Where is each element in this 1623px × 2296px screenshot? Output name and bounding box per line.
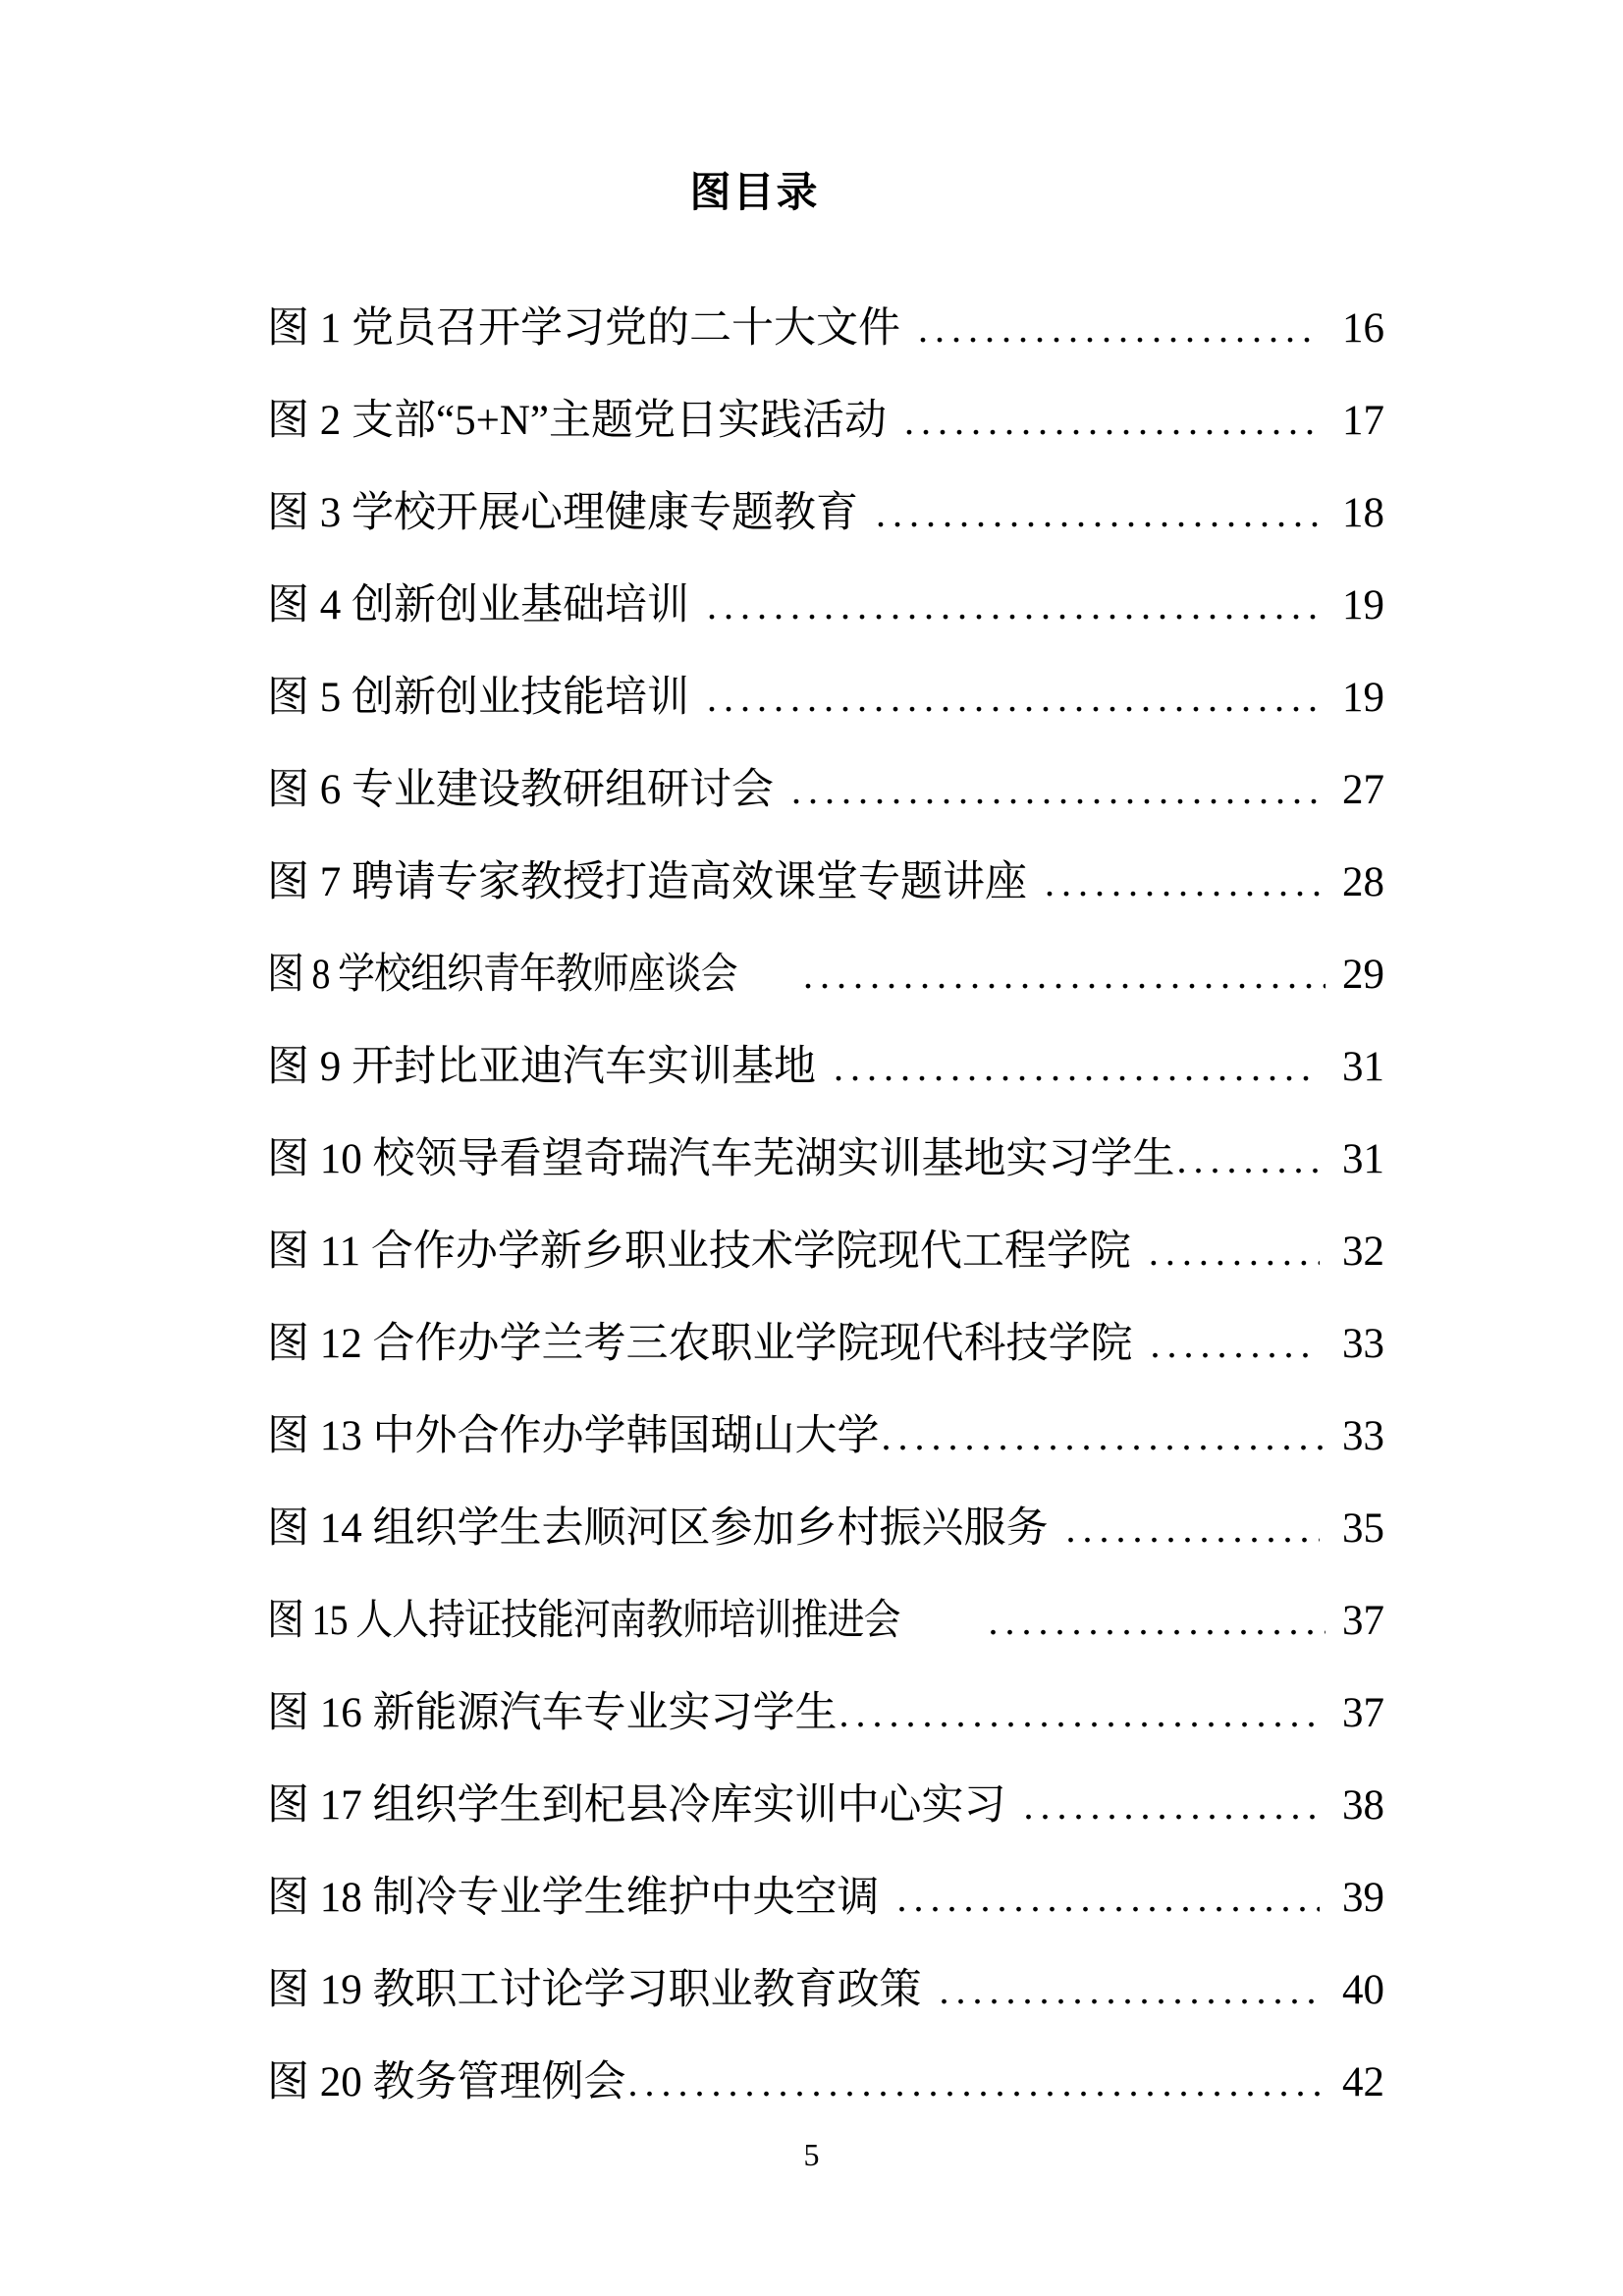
toc-entry-page: 31 — [1342, 1136, 1384, 1182]
toc-entry-label: 图 11 合作办学新乡职业技术学院现代工程学院 — [267, 1229, 1131, 1275]
dot-leader-icon — [989, 1575, 1326, 1667]
dot-leader-icon — [904, 375, 1320, 467]
toc-entry-label: 图 6 专业建设教研组研讨会 — [267, 767, 774, 813]
toc-entry[interactable] — [267, 1391, 1384, 1483]
toc-entry-page: 17 — [1342, 398, 1384, 444]
toc-entry-page: 32 — [1342, 1229, 1384, 1275]
dot-leader-icon — [834, 1021, 1320, 1114]
toc-entry[interactable] — [267, 560, 1384, 652]
page-title: 图目录 — [689, 171, 820, 216]
figure-toc-list — [267, 283, 1384, 2129]
dot-leader-icon — [1149, 1206, 1320, 1298]
dot-leader-icon — [882, 1391, 1326, 1483]
toc-entry-page: 18 — [1342, 490, 1384, 536]
toc-entry-page: 27 — [1342, 767, 1384, 813]
toc-entry-label: 图 10 校领导看望奇瑞汽车芜湖实训基地实习学生 — [267, 1136, 1175, 1182]
toc-entry-page: 35 — [1342, 1505, 1384, 1552]
toc-entry[interactable] — [267, 1206, 1384, 1298]
toc-entry-label: 图 4 创新创业基础培训 — [267, 582, 689, 629]
toc-entry[interactable] — [267, 1760, 1384, 1852]
toc-entry-label: 图 3 学校开展心理健康专题教育 — [267, 490, 858, 536]
toc-entry[interactable] — [267, 1944, 1384, 2037]
toc-entry[interactable] — [267, 1852, 1384, 1944]
toc-entry[interactable] — [267, 1483, 1384, 1575]
dot-leader-icon — [791, 744, 1320, 837]
toc-entry-page: 16 — [1342, 305, 1384, 352]
dot-leader-icon — [1177, 1114, 1326, 1206]
toc-entry-page: 29 — [1342, 952, 1384, 998]
toc-entry-label: 图 14 组织学生去顺河区参加乡村振兴服务 — [267, 1505, 1049, 1552]
toc-entry-page: 37 — [1342, 1598, 1384, 1644]
dot-leader-icon — [918, 283, 1320, 375]
toc-entry-page: 38 — [1342, 1782, 1384, 1829]
toc-entry[interactable] — [267, 2037, 1384, 2129]
dot-leader-icon — [897, 1852, 1321, 1944]
toc-entry-page: 31 — [1342, 1044, 1384, 1090]
dot-leader-icon — [940, 1944, 1321, 2037]
toc-entry-label: 图 2 支部“5+N”主题党日实践活动 — [267, 398, 887, 444]
toc-entry-page: 37 — [1342, 1690, 1384, 1736]
toc-entry-page: 33 — [1342, 1413, 1384, 1459]
toc-entry[interactable] — [267, 1114, 1384, 1206]
toc-entry-page: 39 — [1342, 1875, 1384, 1921]
toc-entry-label: 图 5 创新创业技能培训 — [267, 675, 689, 721]
toc-entry[interactable] — [267, 929, 1384, 1021]
toc-entry-label: 图 9 开封比亚迪汽车实训基地 — [267, 1044, 816, 1090]
toc-entry[interactable] — [267, 375, 1384, 467]
toc-entry[interactable] — [267, 1575, 1384, 1667]
dot-leader-icon — [1024, 1760, 1321, 1852]
toc-entry-label: 图 7 聘请专家教授打造高效课堂专题讲座 — [267, 859, 1027, 905]
toc-entry-label: 图 16 新能源汽车专业实习学生 — [267, 1690, 838, 1736]
toc-entry-page: 19 — [1342, 675, 1384, 721]
toc-entry-label: 图 18 制冷专业学生维护中央空调 — [267, 1875, 880, 1921]
toc-entry-label: 图 12 合作办学兰考三农职业学院现代科技学院 — [267, 1321, 1133, 1367]
toc-entry-label: 图 20 教务管理例会 — [267, 2059, 626, 2105]
dot-leader-icon — [1151, 1298, 1321, 1391]
dot-leader-icon — [839, 1667, 1326, 1760]
toc-entry-page: 19 — [1342, 582, 1384, 629]
toc-entry[interactable] — [267, 283, 1384, 375]
toc-entry[interactable] — [267, 1667, 1384, 1760]
toc-entry[interactable] — [267, 467, 1384, 560]
toc-entry-label: 图 17 组织学生到杞县冷库实训中心实习 — [267, 1782, 1006, 1829]
toc-entry-page: 40 — [1342, 1967, 1384, 2013]
dot-leader-icon — [803, 929, 1325, 1021]
page-number-footer: 5 — [803, 2137, 820, 2172]
toc-entry-label: 图 1 党员召开学习党的二十大文件 — [267, 305, 900, 352]
toc-entry[interactable] — [267, 744, 1384, 837]
toc-entry[interactable] — [267, 1298, 1384, 1391]
toc-entry-label: 图 19 教职工讨论学习职业教育政策 — [267, 1967, 922, 2013]
toc-entry-page: 42 — [1342, 2059, 1384, 2105]
dot-leader-icon — [707, 560, 1320, 652]
dot-leader-icon — [876, 467, 1320, 560]
toc-entry-label: 图 8 学校组织青年教师座谈会 — [267, 952, 737, 998]
toc-entry-label: 图 13 中外合作办学韩国瑚山大学 — [267, 1413, 880, 1459]
toc-entry[interactable] — [267, 1021, 1384, 1114]
dot-leader-icon — [628, 2037, 1326, 2129]
toc-entry[interactable] — [267, 837, 1384, 929]
toc-entry-page: 33 — [1342, 1321, 1384, 1367]
toc-entry-page: 28 — [1342, 859, 1384, 905]
dot-leader-icon — [1045, 837, 1320, 929]
toc-entry[interactable] — [267, 652, 1384, 744]
dot-leader-icon — [707, 652, 1320, 744]
toc-entry-label: 图 15 人人持证技能河南教师培训推进会 — [267, 1598, 900, 1644]
dot-leader-icon — [1066, 1483, 1321, 1575]
